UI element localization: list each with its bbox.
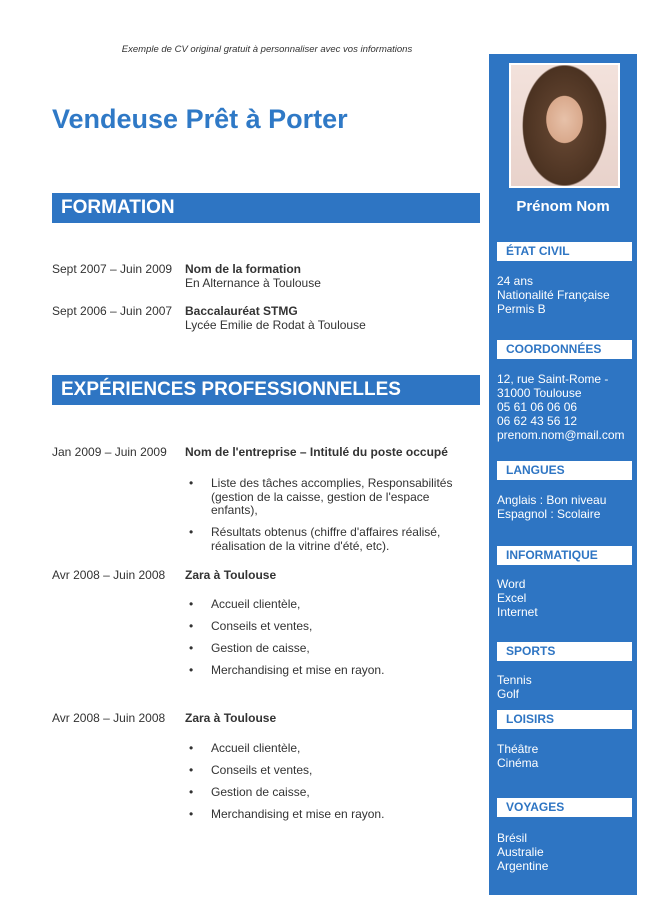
- entry-date: Sept 2006 – Juin 2007: [52, 304, 173, 318]
- bullet-item: • Merchandising et mise en rayon.: [185, 664, 475, 678]
- voyages-header: VOYAGES: [497, 798, 632, 817]
- informatique-header: INFORMATIQUE: [497, 546, 632, 565]
- info-line: Cinéma: [497, 756, 539, 770]
- info-line: Excel: [497, 591, 527, 605]
- entry-title: Zara à Toulouse: [185, 568, 277, 582]
- entry-title: Zara à Toulouse: [185, 711, 277, 725]
- sports-content: [497, 673, 635, 701]
- sports-header: SPORTS: [497, 642, 632, 661]
- experience-bullets: [185, 742, 475, 830]
- coordonnees-header: COORDONNÉES: [497, 340, 632, 359]
- job-title: Vendeuse Prêt à Porter: [52, 104, 348, 134]
- entry-date: Sept 2007 – Juin 2009: [52, 262, 173, 276]
- section-formation-header: FORMATION: [52, 193, 480, 223]
- bullet-item: • Conseils et ventes,: [185, 620, 475, 634]
- info-line: Nationalité Française: [497, 288, 610, 302]
- bullet-item: • Liste des tâches accomplies, Responsabilités (gestion de la caisse, gestion de l'espace enfants),: [185, 477, 475, 518]
- entry-date: Avr 2008 – Juin 2008: [52, 711, 166, 725]
- mobile-line: 06 62 43 56 12: [497, 414, 578, 428]
- info-line: Australie: [497, 845, 544, 859]
- entry-date: Jan 2009 – Juin 2009: [52, 445, 167, 459]
- entry-title: Baccalauréat STMG: [185, 304, 298, 318]
- voyages-content: [497, 831, 635, 873]
- phone-line: 05 61 06 06 06: [497, 400, 578, 414]
- bullet-item: • Accueil clientèle,: [185, 598, 475, 612]
- info-line: 24 ans: [497, 274, 534, 288]
- bullet-item: • Merchandising et mise en rayon.: [185, 808, 475, 822]
- address-line: 12, rue Saint-Rome -: [497, 372, 609, 386]
- bullet-item: • Résultats obtenus (chiffre d'affaires réalisé, réalisation de la vitrine d'été, etc).: [185, 526, 475, 553]
- info-line: Word: [497, 577, 526, 591]
- email-link[interactable]: prenom.nom@mail.com: [497, 428, 625, 442]
- info-line: Anglais : Bon niveau: [497, 493, 607, 507]
- city-line: 31000 Toulouse: [497, 386, 582, 400]
- entry-title: Nom de la formation: [185, 262, 302, 276]
- info-line: Espagnol : Scolaire: [497, 507, 601, 521]
- bullet-item: • Accueil clientèle,: [185, 742, 475, 756]
- etat-civil-header: ÉTAT CIVIL: [497, 242, 632, 261]
- bullet-item: • Conseils et ventes,: [185, 764, 475, 778]
- loisirs-content: [497, 742, 635, 770]
- coordonnees-content: [497, 372, 635, 442]
- candidate-name: Prénom Nom: [516, 198, 610, 215]
- entry-subtitle: En Alternance à Toulouse: [185, 275, 321, 290]
- info-line: Théâtre: [497, 742, 539, 756]
- informatique-content: [497, 577, 635, 619]
- section-experiences-header: EXPÉRIENCES PROFESSIONNELLES: [52, 375, 480, 405]
- info-line: Tennis: [497, 673, 532, 687]
- entry-title: Nom de l'entreprise – Intitulé du poste occupé: [185, 445, 448, 459]
- etat-civil-content: [497, 274, 635, 316]
- bullet-item: • Gestion de caisse,: [185, 786, 475, 800]
- sidebar: [489, 54, 637, 895]
- info-line: Golf: [497, 687, 520, 701]
- langues-header: LANGUES: [497, 461, 632, 480]
- portrait-image: [511, 65, 618, 186]
- experience-bullets: [185, 598, 475, 686]
- info-line: Permis B: [497, 302, 546, 316]
- entry-date: Avr 2008 – Juin 2008: [52, 568, 166, 582]
- langues-content: [497, 493, 635, 521]
- loisirs-header: LOISIRS: [497, 710, 632, 729]
- experience-bullets: [185, 477, 475, 562]
- entry-subtitle: Lycée Emilie de Rodat à Toulouse: [185, 317, 366, 332]
- tagline: Exemple de CV original gratuit à personnaliser avec vos informations: [121, 44, 413, 55]
- info-line: Argentine: [497, 859, 549, 873]
- profile-photo: [509, 63, 620, 188]
- info-line: Brésil: [497, 831, 528, 845]
- info-line: Internet: [497, 605, 538, 619]
- bullet-item: • Gestion de caisse,: [185, 642, 475, 656]
